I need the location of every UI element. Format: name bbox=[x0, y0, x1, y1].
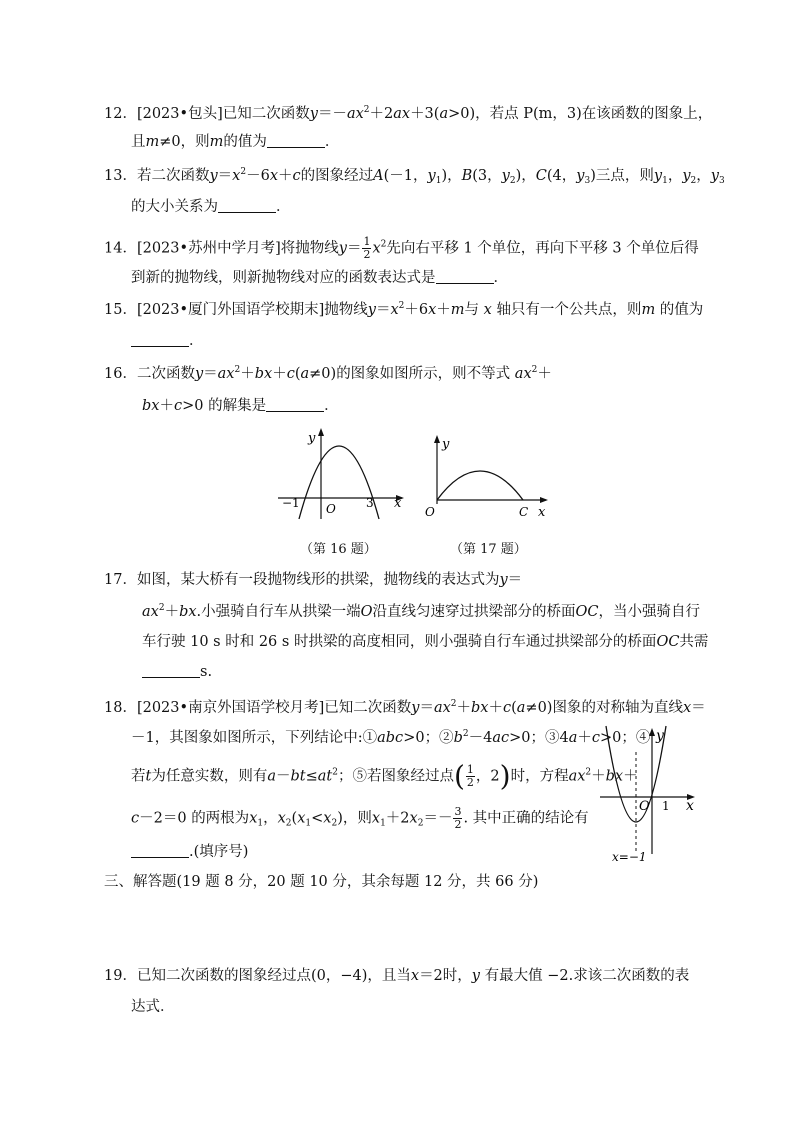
q13-line2: 的大小关系为 ． bbox=[131, 199, 291, 215]
fig16-3-label: 3 bbox=[366, 496, 374, 510]
fig16-x-label: x bbox=[394, 496, 402, 511]
fig17-x-label: x bbox=[538, 505, 546, 520]
fig17-origin-label: O bbox=[425, 505, 435, 519]
figure-17 bbox=[420, 432, 555, 522]
fig17-c-label: C bbox=[519, 505, 529, 519]
q19-line2: 达式． bbox=[131, 999, 175, 1015]
q17-line1: 17．如图，某大桥有一段抛物线形的拱梁，抛物线的表达式为y＝ bbox=[104, 572, 523, 588]
fig16-minus1-label: −1 bbox=[282, 496, 300, 510]
answer-blank-15 bbox=[131, 332, 189, 347]
q13-line1: 13．若二次函数$y=x^2-6x+c$的图象经过A(－1，$y_1$)，B(3，$y_2$)，C(4，$y_3$)三点，则$y_1$，$y_2$，$y_3$ bbox=[104, 167, 725, 186]
q19-line1: 19．已知二次函数的图象经过点(0，−4)，且当x＝2时，y 有最大值 −2.求该二次函数的表 bbox=[104, 968, 690, 984]
answer-blank-13 bbox=[218, 198, 276, 213]
figure-16 bbox=[270, 425, 410, 525]
q17-line3: 车行驶 10 s 时和 26 s 时拱梁的高度相同，则小强骑自行车通过拱梁部分的桥面OC共需 bbox=[142, 634, 709, 650]
fig17-y-label: y bbox=[442, 437, 450, 452]
q15-line2: ． bbox=[131, 331, 204, 351]
section-3-heading: 三、解答题(19 题 8 分，20 题 10 分，其余每题 12 分，共 66 分) bbox=[104, 874, 539, 890]
q18-line5: .(填序号) bbox=[131, 842, 248, 862]
q18-line2: －1，其图象如图所示，下列结论中:①abc>0；$②b^2-4ac>0$；③4a＋c>0；④ bbox=[131, 729, 651, 746]
q14-line2: 到新的抛物线，则新抛物线对应的函数表达式是 ． bbox=[131, 270, 508, 286]
fig18-y-label: y bbox=[656, 728, 664, 744]
fig18-origin-label: O bbox=[639, 799, 650, 814]
q18-line4: c－2＝0 的两根为$x_1$，$x_2(x_1<x_2)$，则$x_1+2x_2=-$ $\frac{3}{2}$ . 其中正确的结论有 bbox=[131, 805, 589, 831]
fig16-caption: （第 16 题） bbox=[300, 542, 377, 557]
q12-line1: 12．[2023•包头]已知二次函数$y=-ax^2+2ax+3(a>0)$，若点 P(m，3)在该函数的图象上， bbox=[104, 105, 713, 122]
answer-blank-17 bbox=[142, 663, 200, 678]
figure-18 bbox=[596, 722, 706, 864]
fig16-y-label: y bbox=[308, 431, 316, 446]
answer-blank-14 bbox=[436, 269, 494, 284]
answer-blank-16 bbox=[266, 397, 324, 412]
q16-line1: 16．二次函数$y=ax^2+bx+c(a\ne 0)$的图象如图所示，则不等式 $ax^2+$ bbox=[104, 365, 552, 382]
q16-line2: bx＋c>0 的解集是 ． bbox=[142, 398, 339, 414]
q15-line1: 15．[2023•厦门外国语学校期末]抛物线$y=x^2+6x+m$与 x 轴只有一个公共点，则m 的值为 bbox=[104, 301, 704, 318]
answer-blank-18 bbox=[131, 843, 189, 858]
q17-line2: $ax^2+bx$.小强骑自行车从拱梁一端O沿直线匀速穿过拱梁部分的桥面OC，当小强骑自行 bbox=[142, 603, 701, 620]
answer-blank-12 bbox=[267, 133, 325, 148]
fig18-axis-label: x=−1 bbox=[612, 850, 647, 864]
q14-line1: 14．[2023•苏州中学月考]将抛物线y＝ $\frac{1}{2}$ $x^2$先向右平移 1 个单位，再向下平移 3 个单位后得 bbox=[104, 235, 699, 261]
fig18-x-label: x bbox=[686, 798, 694, 814]
q17-line4: s. bbox=[142, 662, 212, 682]
q12-line2: 且m≠0，则m的值为 ． bbox=[131, 134, 340, 150]
fig18-1-label: 1 bbox=[662, 799, 670, 813]
fig16-origin-label: O bbox=[326, 502, 336, 516]
q18-line3: 若t为任意实数，则有$a-bt\le at^2$；⑤若图象经过点( $\frac{1}{2}$ ，2)时，方程$ax^2+bx+$ bbox=[131, 759, 638, 793]
fig17-caption: （第 17 题） bbox=[450, 542, 527, 557]
q18-line1: 18．[2023•南京外国语学校月考]已知二次函数$y=ax^2+bx+c(a\ne 0)$图象的对称轴为直线x＝ bbox=[104, 699, 706, 716]
